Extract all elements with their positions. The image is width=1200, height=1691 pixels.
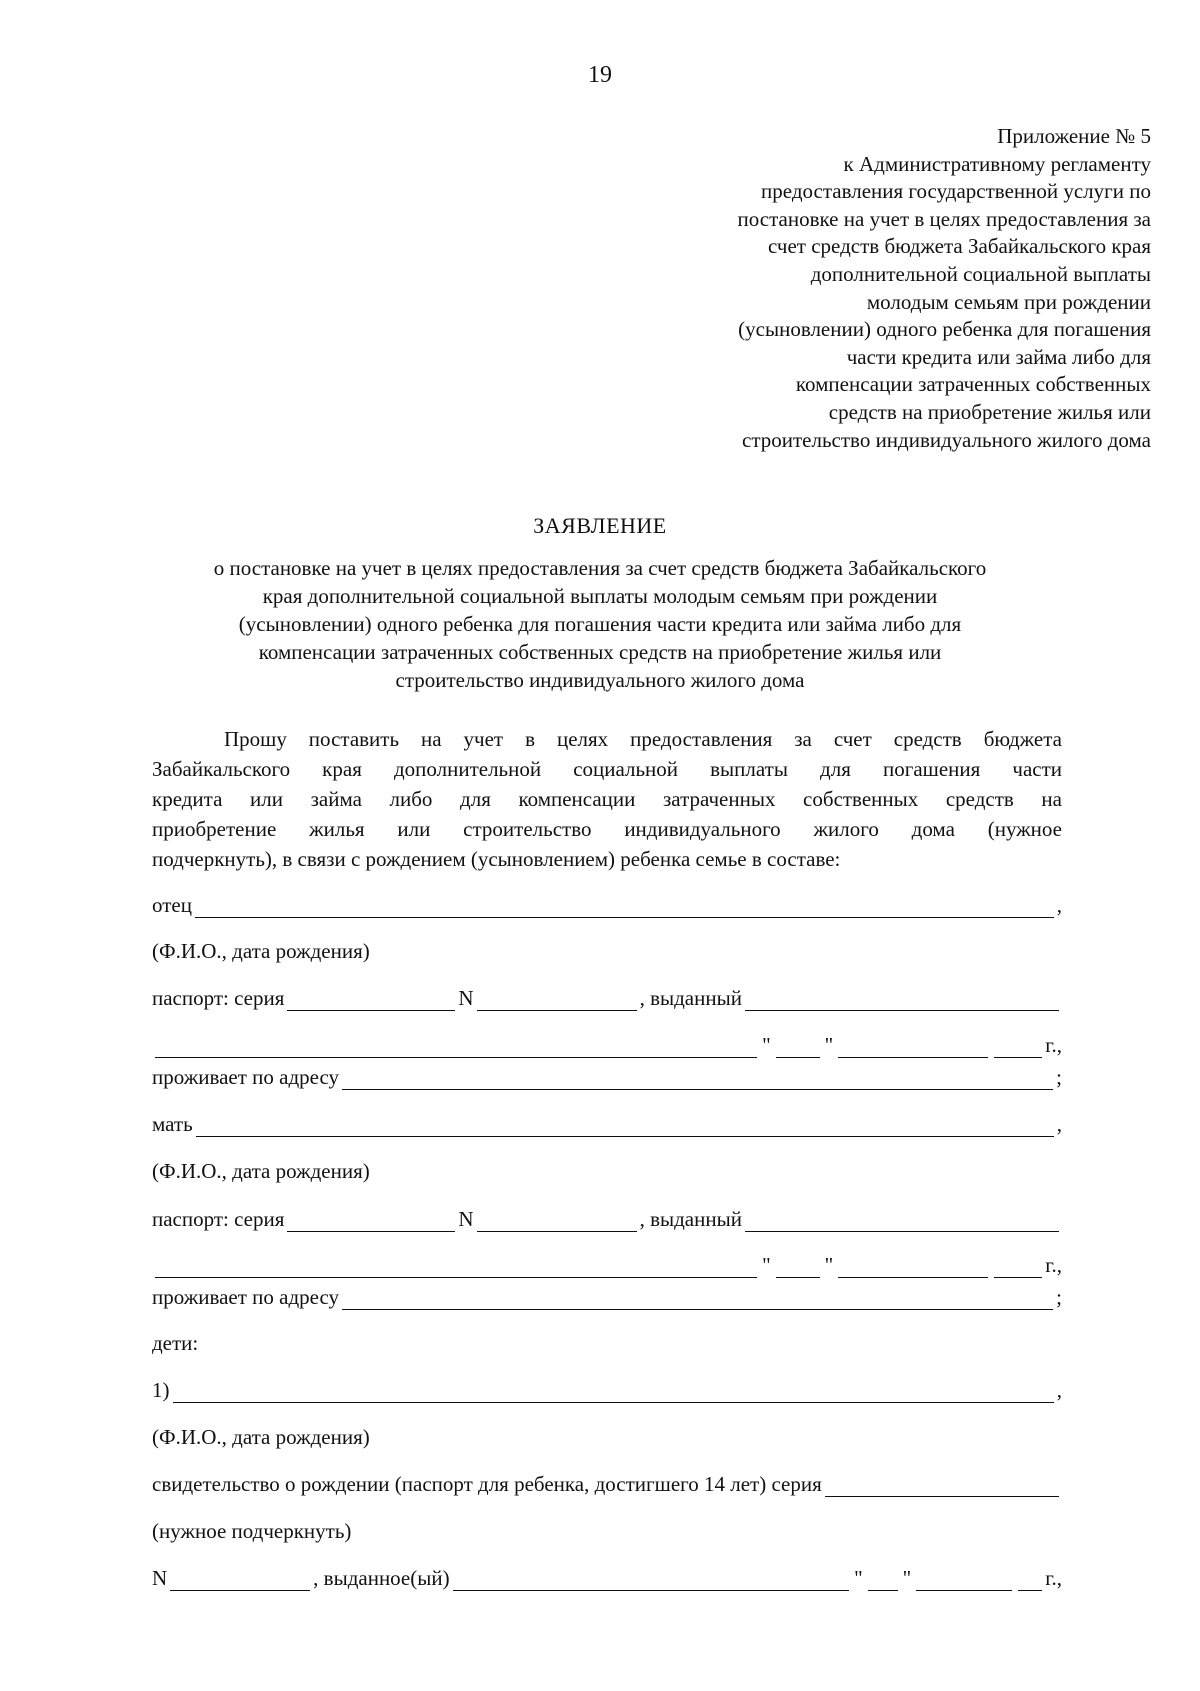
quote-close: " — [902, 1566, 912, 1590]
comma: , — [1056, 893, 1062, 917]
child-fio-hint-row — [152, 1424, 1062, 1450]
paragraph-line: Прошу поставить на учет в целях предоставления за счет средств бюджета — [224, 727, 1062, 751]
fio-hint: (Ф.И.О., дата рождения) — [152, 1425, 370, 1449]
number-sign: N — [458, 986, 474, 1010]
number-sign: N — [458, 1207, 474, 1231]
father-row — [152, 892, 1062, 918]
child-document-number-field[interactable] — [170, 1570, 310, 1591]
appendix-line: компенсации затраченных собственных — [795, 372, 1151, 397]
quote-open: " — [762, 1033, 771, 1057]
father-passport-row — [152, 985, 1062, 1011]
appendix-line: дополнительной социальной выплаты — [810, 261, 1151, 286]
fio-hint: (Ф.И.О., дата рождения) — [152, 939, 370, 963]
mother-issued-by-field[interactable] — [745, 1211, 1059, 1232]
mother-name-field[interactable] — [196, 1116, 1054, 1137]
appendix-line: (усыновлении) одного ребенка для погашения — [738, 317, 1151, 342]
appendix-header — [631, 123, 1151, 454]
child-issue-month-field[interactable] — [916, 1570, 1012, 1591]
mother-label: мать — [152, 1112, 193, 1136]
birth-certificate-series-field[interactable] — [825, 1476, 1059, 1497]
quote-close: " — [824, 1033, 834, 1057]
passport-series-label: паспорт: серия — [152, 1207, 285, 1231]
father-name-field[interactable] — [195, 897, 1054, 918]
number-sign: N — [152, 1566, 168, 1590]
mother-row — [152, 1111, 1062, 1137]
mother-fio-hint-row — [152, 1158, 1062, 1184]
mother-issue-day-field[interactable] — [776, 1257, 820, 1278]
father-issued-date-row — [152, 1032, 1062, 1058]
request-paragraph — [152, 724, 1062, 874]
semicolon: ; — [1056, 1285, 1062, 1309]
document-title: ЗАЯВЛЕНИЕ — [533, 513, 667, 538]
paragraph-line: подчеркнуть), в связи с рождением (усыновлением) ребенка семье в составе: — [152, 847, 841, 871]
paragraph-line: кредита или займа либо для компенсации затраченных собственных средств на — [152, 787, 1062, 811]
father-address-field[interactable] — [342, 1069, 1053, 1090]
father-issue-month-field[interactable] — [838, 1037, 988, 1058]
father-issue-day-field[interactable] — [776, 1037, 820, 1058]
underline-hint: (нужное подчеркнуть) — [152, 1519, 352, 1543]
appendix-line: Приложение № 5 — [997, 124, 1151, 148]
year-suffix: г., — [1045, 1033, 1062, 1057]
underline-hint-row — [152, 1518, 1062, 1544]
appendix-line: молодым семьям при рождении — [866, 289, 1151, 314]
address-label: проживает по адресу — [152, 1065, 340, 1089]
comma: , — [1056, 1112, 1062, 1136]
mother-address-field[interactable] — [342, 1289, 1053, 1310]
mother-issued-by-field-2[interactable] — [155, 1257, 757, 1278]
issued-label: , выданный — [639, 1207, 742, 1231]
mother-passport-number-field[interactable] — [477, 1211, 637, 1232]
child-issued-by-field[interactable] — [453, 1570, 850, 1591]
semicolon: ; — [1056, 1065, 1062, 1089]
birth-certificate-label: свидетельство о рождении (паспорт для ребенка, достигшего 14 лет) серия — [152, 1472, 822, 1496]
appendix-line: предоставления государственной услуги по — [761, 179, 1151, 204]
mother-address-row — [152, 1284, 1062, 1310]
appendix-line: счет средств бюджета Забайкальского края — [768, 234, 1151, 259]
mother-passport-row — [152, 1206, 1062, 1232]
appendix-line: к Административному регламенту — [843, 151, 1151, 176]
issued-neutral-label: , выданное(ый) — [313, 1566, 450, 1590]
father-passport-series-field[interactable] — [287, 990, 455, 1011]
child-1-name-field[interactable] — [173, 1382, 1054, 1403]
mother-issue-month-field[interactable] — [838, 1257, 988, 1278]
paragraph-line: приобретение жилья или строительство индивидуального жилого дома (нужное — [152, 817, 1062, 841]
appendix-line: строительство индивидуального жилого дома — [742, 427, 1151, 452]
appendix-line: средств на приобретение жилья или — [828, 399, 1151, 424]
quote-open: " — [762, 1253, 771, 1277]
issued-label: , выданный — [639, 986, 742, 1010]
child-1-row — [152, 1377, 1062, 1403]
father-issued-by-field[interactable] — [745, 990, 1059, 1011]
subtitle-line: о постановке на учет в целях предоставления за счет средств бюджета Забайкальского — [213, 556, 987, 580]
mother-issue-year-field[interactable] — [994, 1257, 1042, 1278]
child-issue-year-field[interactable] — [1018, 1570, 1042, 1591]
child-number: 1) — [152, 1378, 170, 1402]
appendix-line: части кредита или займа либо для — [846, 344, 1151, 369]
subtitle-line: компенсации затраченных собственных средств на приобретение жилья или — [258, 640, 942, 664]
quote-close: " — [824, 1253, 834, 1277]
father-issue-year-field[interactable] — [994, 1037, 1042, 1058]
mother-passport-series-field[interactable] — [287, 1211, 455, 1232]
year-suffix: г., — [1045, 1566, 1062, 1590]
address-label: проживает по адресу — [152, 1285, 340, 1309]
document-subtitle — [150, 554, 1050, 694]
subtitle-line: (усыновлении) одного ребенка для погашения части кредита или займа либо для — [238, 612, 962, 636]
mother-issued-date-row — [152, 1252, 1062, 1278]
father-address-row — [152, 1064, 1062, 1090]
subtitle-line: края дополнительной социальной выплаты молодым семьям при рождении — [262, 584, 938, 608]
children-label: дети: — [152, 1331, 199, 1355]
father-fio-hint-row — [152, 938, 1062, 964]
birth-certificate-row — [152, 1471, 1062, 1497]
father-passport-number-field[interactable] — [477, 990, 637, 1011]
year-suffix: г., — [1045, 1253, 1062, 1277]
fio-hint: (Ф.И.О., дата рождения) — [152, 1159, 370, 1183]
subtitle-line: строительство индивидуального жилого дома — [395, 668, 805, 692]
paragraph-line: Забайкальского края дополнительной социальной выплаты для погашения части — [152, 757, 1062, 781]
child-issue-day-field[interactable] — [868, 1570, 898, 1591]
children-label-row — [152, 1330, 1062, 1356]
child-document-row — [152, 1565, 1062, 1591]
father-label: отец — [152, 893, 192, 917]
passport-series-label: паспорт: серия — [152, 986, 285, 1010]
page-number: 19 — [588, 62, 612, 88]
father-issued-by-field-2[interactable] — [155, 1037, 757, 1058]
appendix-line: постановке на учет в целях предоставления за — [737, 206, 1151, 231]
quote-open: " — [854, 1566, 863, 1590]
comma: , — [1056, 1378, 1062, 1402]
